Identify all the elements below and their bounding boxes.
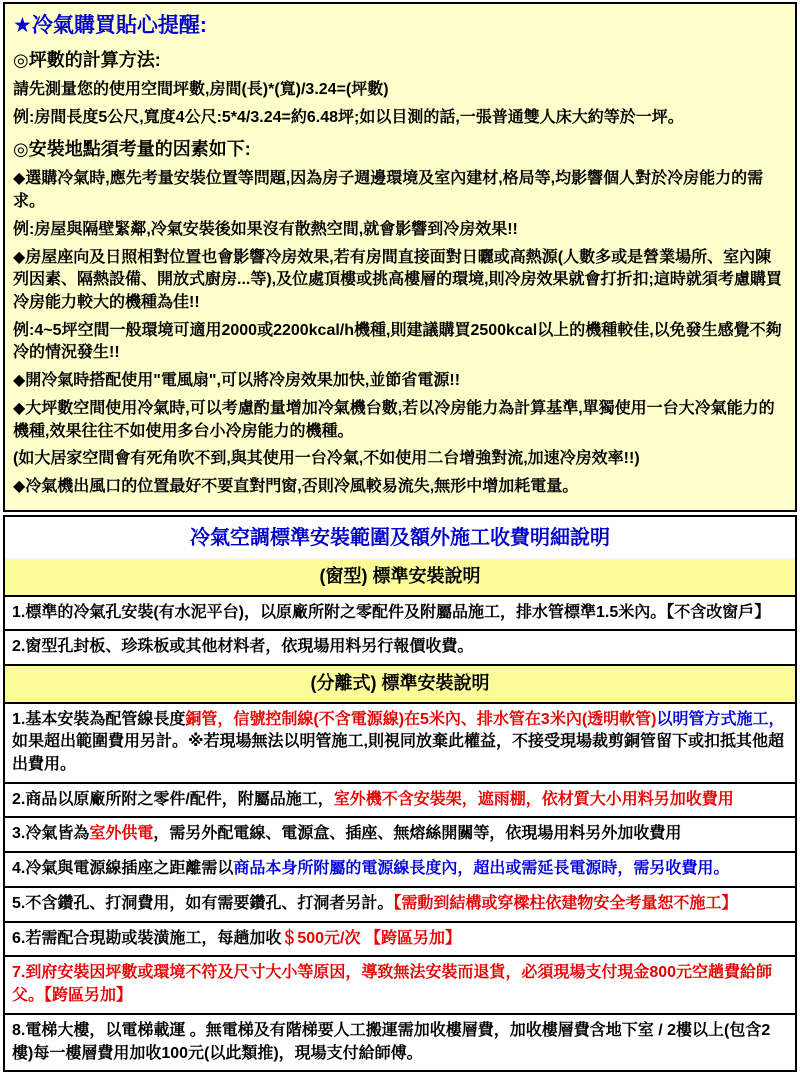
fee-item-row: [5, 886, 795, 921]
tips-box: [3, 2, 797, 512]
text-segment: ◆大坪數空間使用冷氣時,可以考慮酌量增加冷氣機台數,若以冷房能力為計算基準,單獨使用一台大冷氣能力的機種,效果往往不如使用多台小冷房能力的機種。: [13, 399, 775, 440]
tips-line: [13, 320, 787, 365]
text-segment: ◆選購冷氣時,應先考量安裝位置等問題,因為房子週邊環境及室內建材,格局等,均影響個人對於冷房能力的需求。: [13, 170, 764, 211]
tips-title: ★冷氣購買貼心提醒:: [13, 14, 207, 37]
text-segment: (分離式) 標準安裝說明: [310, 673, 490, 694]
text-segment: 5.不含鑽孔、打洞費用，如有需要鑽孔、打洞者另計。: [12, 894, 394, 912]
text-segment: 例:房間長度5公尺,寬度4公尺:5*4/3.24=約6.48坪;如以目測的話,一張普通雙人床大約等於一坪。: [13, 109, 684, 127]
fee-item-row: [5, 816, 795, 851]
text-segment: 2.商品以原廠所附之零件/配件，附屬品施工，: [12, 790, 334, 808]
text-segment: 以明管方式施工，: [656, 710, 785, 728]
text-segment: 7.到府安裝因坪數或環境不符及尺寸大小等原因，導致無法安裝而退貨，必須現場支付現金800元空趟費給師父。【跨區另加】: [12, 964, 773, 1005]
tips-line: [13, 370, 787, 393]
text-segment: 銅管，信號控制線(不含電源線)在5米內、排水管在3米內(透明軟管): [185, 710, 657, 728]
text-segment: ◆開冷氣時搭配使用"電風扇",可以將冷房效果加快,並節省電源!!: [13, 372, 461, 390]
fee-item-row: [5, 1013, 795, 1070]
fees-table: [3, 515, 797, 1073]
text-segment: 請先測量您的使用空間坪數,房間(長)*(寬)/3.24=(坪數): [13, 81, 389, 99]
text-segment: 如果超出範圍費用另計。※若現場無法以明管施工,則視同放棄此權益，不接受現場裁剪銅管留下或扣抵其他超出費用。: [12, 733, 785, 774]
tips-line: [13, 247, 787, 315]
text-segment: ◆房屋座向及日照相對位置也會影響冷房效果,若有房間直接面對日曬或高熱源(人數多或是營業場所、室內陳列因素、隔熱設備、開放式廚房...等),及位處頂樓或挑高樓層的環境,則冷房效果就會打折扣;這時就須考慮購買冷房能力較大的機種為佳!!: [13, 248, 782, 311]
fee-item-row: [5, 595, 795, 630]
tips-line: [13, 448, 787, 471]
text-segment: (如大居家空間會有死角吹不到,與其使用一台冷氣,不如使用二台增強對流,加速冷房效率!!): [13, 450, 640, 468]
text-segment: 例:4~5坪空間一般環境可適用2000或2200kcal/h機種,則建議購買2500kcal以上的機種較佳,以免發生感覺不夠冷的情況發生!!: [13, 321, 782, 362]
tips-line: [13, 107, 787, 130]
tips-line: [13, 219, 787, 242]
text-segment: 1.標準的冷氣孔安裝(有水泥平台)，以原廠所附之零配件及附屬品施工，排水管標準1.5米內。【不含改窗戶】: [12, 603, 771, 621]
tips-lines: [13, 48, 787, 499]
text-segment: 例:房屋與隔壁緊鄰,冷氣安裝後如果沒有散熱空間,就會影響到冷房效果!!: [13, 220, 518, 238]
text-segment: 1.基本安裝為配管線長度: [12, 710, 186, 728]
fee-item-row: [5, 851, 795, 886]
text-segment: 6.若需配合現勘或裝潢施工，每趟加收: [12, 929, 282, 947]
tips-line: [13, 48, 787, 74]
fee-item-row: [5, 702, 795, 782]
text-segment: 商品本身所附屬的電源線長度內，超出或需延長電源時，需另收費用。: [233, 860, 730, 878]
text-segment: 室外機不含安裝架，遮雨棚，依材質大小用料另加收費用: [333, 790, 734, 808]
text-segment: 2.窗型孔封板、珍珠板或其他材料者，依現場用料另行報價收費。: [12, 638, 474, 656]
tips-line: [13, 476, 787, 499]
section-header-row: [5, 664, 795, 702]
fees-table-title: 冷氣空調標準安裝範圍及額外施工收費明細說明: [5, 517, 795, 559]
text-segment: 3.冷氣皆為: [12, 825, 90, 843]
tips-line: [13, 168, 787, 213]
text-segment: (窗型) 標準安裝說明: [319, 566, 481, 587]
text-segment: 室外供電: [89, 825, 154, 843]
text-segment: 【需動到結構或穿樑柱依建物安全考量恕不施工】: [393, 894, 738, 912]
tips-line: [13, 137, 787, 163]
tips-line: [13, 79, 787, 102]
fee-item-row: [5, 955, 795, 1012]
text-segment: ◎坪數的計算方法:: [13, 49, 161, 70]
fee-item-row: [5, 629, 795, 664]
text-segment: ＄500元/次 【跨區另加】: [281, 929, 461, 947]
section-header-row: [5, 559, 795, 595]
fee-item-row: [5, 921, 795, 956]
text-segment: ，需另外配電線、電源盒、插座、無熔絲開關等，依現場用料另外加收費用: [153, 825, 682, 843]
tips-line: [13, 398, 787, 443]
text-segment: 8.電梯大樓，以電梯載運 。無電梯及有階梯要人工搬運需加收樓層費，加收樓層費含地下室 / 2樓以上(包含2樓)每一樓層費用加收100元(以此類推)，現場支付給師傅。: [12, 1021, 771, 1062]
text-segment: ◆冷氣機出風口的位置最好不要直對門窗,否則冷風較易流失,無形中增加耗電量。: [13, 477, 579, 495]
fees-table-rows: [5, 559, 795, 1070]
fee-item-row: [5, 782, 795, 817]
text-segment: 4.冷氣與電源線插座之距離需以: [12, 860, 234, 878]
text-segment: ◎安裝地點須考量的因素如下:: [13, 138, 251, 159]
